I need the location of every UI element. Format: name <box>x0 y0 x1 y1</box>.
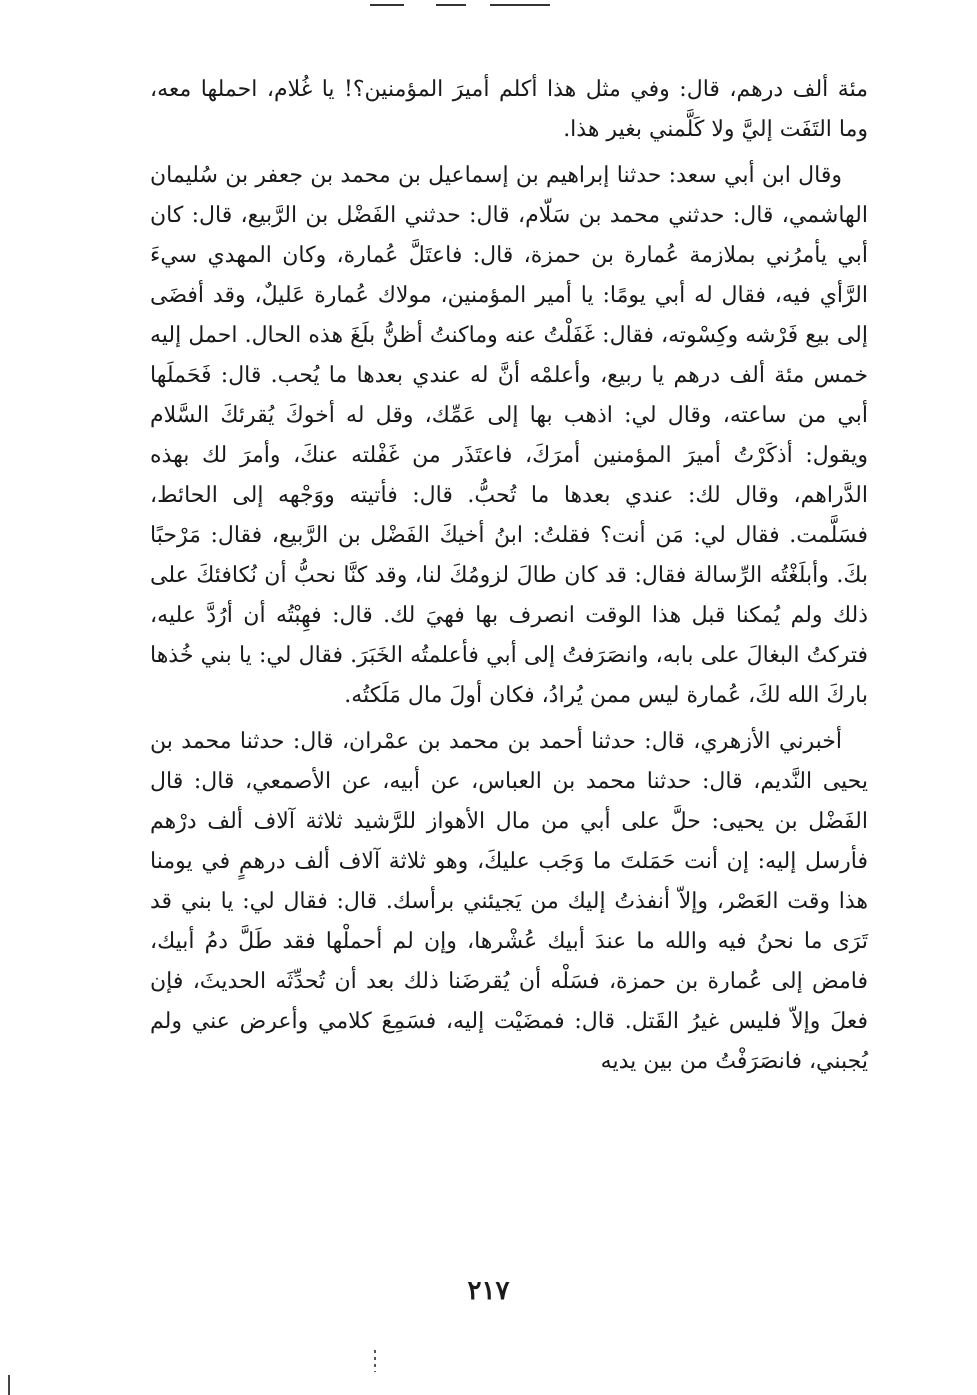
page-body <box>150 70 868 1082</box>
paragraph-3: أخبرني الأزهري، قال: حدثنا أحمد بن محمد بن عمْران، قال: حدثنا محمد بن يحيى النَّديم، قال: حدثنا محمد بن العباس، عن أبيه، عن الأصمعي، قال: قال الفَضْل بن يحيى: حلَّ على أبي من مال الأهواز للرَّشيد ثلاثة آلاف ألف درْهم فأرسل إليه: إن أنت حَمَلتَ ما وَجَب عليكَ، وهو ثلاثة آلاف ألف درهمٍ في يومنا هذا وقت العَصْر، وإلاّ أنفذتُ إليك من يَجيئني برأسك. قال: فقال لي: يا بني قد تَرَى ما نحنُ فيه والله ما عندَ أبيك عُشْرها، وإن لم أحملْها فقد طَلَّ دمُ أبيك، فامض إلى عُمارة بن حمزة، فسَلْه أن يُقرضَنا ذلك بعد أن تُحدِّثَه الحديثَ، فإن فعلَ وإلاّ فليس غيرُ القَتل. قال: فمضَيْت إليه، فسَمِعَ كلامي وأعرض عني ولم يُجبني، فانصَرَفْتُ من بين يديه <box>150 729 868 1074</box>
paragraph-2: وقال ابن أبي سعد: حدثنا إبراهيم بن إسماعيل بن محمد بن جعفر بن سُليمان الهاشمي، قال: حدثني محمد بن سَلّام، قال: حدثني الفَضْل بن الرَّبيع، قال: كان أبي يأمرُني بملازمة عُمارة بن حمزة، قال: فاعتَلَّ عُمارة، وكان المهدي سيءَ الرَّأي فيه، فقال له أبي يومًا: يا أمير المؤمنين، مولاك عُمارة عَليلٌ، وقد أفضَى إلى بيع فَرْشه وكِسْوته، فقال: غَفَلْتُ عنه وماكنتُ أظنُّ بلَغَ هذه الحال. احمل إليه خمس مئة ألف درهم يا ربيع، وأعلمْه أنَّ له عندي بعدها ما يُحب. قال: فَحَملَها أبي من ساعته، وقال لي: اذهب بها إلى عَمِّك، وقل له أخوكَ يُقرئكَ السَّلام ويقول: أذكَرْتُ أميرَ المؤمنين أمرَكَ، فاعتَذَر من غَفْلته عنكَ، وأمرَ لك بهذه الدَّراهم، وقال لك: عندي بعدها ما تُحبُّ. قال: فأتيته ووَجْهه إلى الحائط، فسَلَّمت. فقال لي: مَن أنت؟ فقلتُ: ابنُ أخيكَ الفَضْل بن الرَّبيع، فقال: مَرْحبًا بكَ. وأبلَغْتُه الرِّسالة فقال: قد كان طالَ لزومُكَ لنا، وقد كنَّا نحبُّ أن نُكافئكَ على ذلك ولم يُمكنا قبل هذا الوقت انصرف بها فهيَ لك. قال: فهِبْتُه أن أرُدَّ عليه، فتركتُ البغالَ على بابه، وانصَرَفتُ إلى أبي فأعلمتُه الخَبَرَ. فقال لي: يا بني خُذها باركَ الله لكَ، عُمارة ليس ممن يُرادُ، فكان أولَ مال مَلَكتُه. <box>150 163 868 708</box>
scan-artifact-corner <box>8 1375 10 1395</box>
scan-artifact-bottom <box>374 1350 376 1372</box>
scan-artifact-top <box>340 0 600 14</box>
paragraph-1: مئة ألف درهم، قال: وفي مثل هذا أكلم أميرَ المؤمنين؟! يا غُلام، احملها معه، وما التَفَت إليَّ ولا كَلَّمني بغير هذا. <box>150 77 868 142</box>
page-number: ٢١٧ <box>467 1276 510 1306</box>
